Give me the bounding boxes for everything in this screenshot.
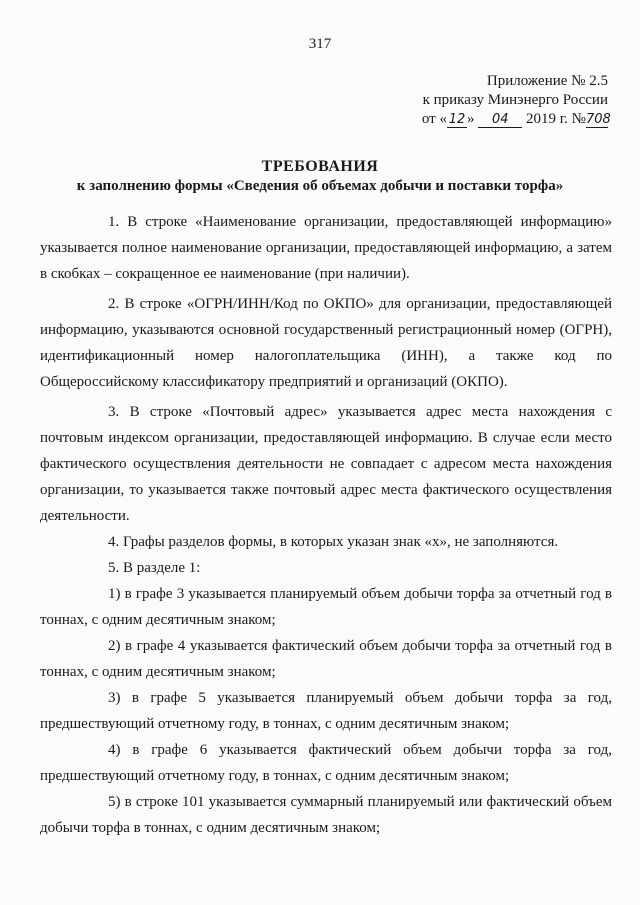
paragraph-3: 3. В строке «Почтовый адрес» указывается адрес места нахождения с почтовым индексом организации, предоставляющей информацию. В случае если место фактического осуществления деятельности не совпадает с адресом места нахождения организации, то указывается также почтовый адрес места фактического осуществления деятельности. bbox=[40, 404, 612, 524]
paragraph-2: 2. В строке «ОГРН/ИНН/Код по ОКПО» для организации, предоставляющей информацию, указываются основной государственный регистрационный номер (ОГРН), идентификационный номер налогоплательщика (ИНН), а также код по Общероссийскому классификатору предприятий и организаций (ОКПО). bbox=[40, 296, 612, 390]
appendix-header bbox=[421, 72, 611, 129]
paragraph-5-4: 4) в графе 6 указывается фактический объем добычи торфа за год, предшествующий отчетному году, в тоннах, с одним десятичным знаком; bbox=[40, 742, 612, 784]
document-body bbox=[40, 209, 612, 841]
document-title: ТРЕБОВАНИЯ bbox=[261, 158, 379, 175]
page-number: 317 bbox=[308, 36, 332, 52]
date-mid: » bbox=[466, 111, 475, 127]
document-subtitle: к заполнению формы «Сведения об объемах добычи и поставки торфа» bbox=[76, 178, 564, 194]
paragraph-1: 1. В строке «Наименование организации, предоставляющей информацию» указывается полное наименование организации, предоставляющей информацию, а затем в скобках – сокращенное ее наименование (при наличии). bbox=[40, 214, 612, 282]
appendix-title: Приложение № 2.5 bbox=[486, 73, 608, 89]
paragraph-5-1: 1) в графе 3 указывается планируемый объем добычи торфа за отчетный год в тоннах, с одним десятичным знаком; bbox=[40, 586, 612, 628]
handwritten-month: 04 bbox=[478, 113, 522, 128]
appendix-order-ref: к приказу Минэнерго России bbox=[422, 92, 608, 108]
paragraph-4: 4. Графы разделов формы, в которых указан знак «х», не заполняются. bbox=[108, 534, 559, 550]
paragraph-5-3: 3) в графе 5 указывается планируемый объем добычи торфа за год, предшествующий отчетному году, в тоннах, с одним десятичным знаком; bbox=[40, 690, 612, 732]
title-block bbox=[0, 158, 640, 195]
date-prefix: от « bbox=[421, 111, 447, 127]
handwritten-order-number: 708 bbox=[586, 112, 611, 127]
appendix-date-line bbox=[421, 110, 611, 129]
date-year: 2019 г. № bbox=[525, 111, 586, 127]
paragraph-5-5: 5) в строке 101 указывается суммарный планируемый или фактический объем добычи торфа в тоннах, с одним десятичным знаком; bbox=[40, 794, 612, 836]
paragraph-5-2: 2) в графе 4 указывается фактический объем добычи торфа за отчетный год в тоннах, с одним десятичным знаком; bbox=[40, 638, 612, 680]
paragraph-5: 5. В разделе 1: bbox=[108, 560, 201, 576]
handwritten-day: 12 bbox=[448, 112, 466, 127]
